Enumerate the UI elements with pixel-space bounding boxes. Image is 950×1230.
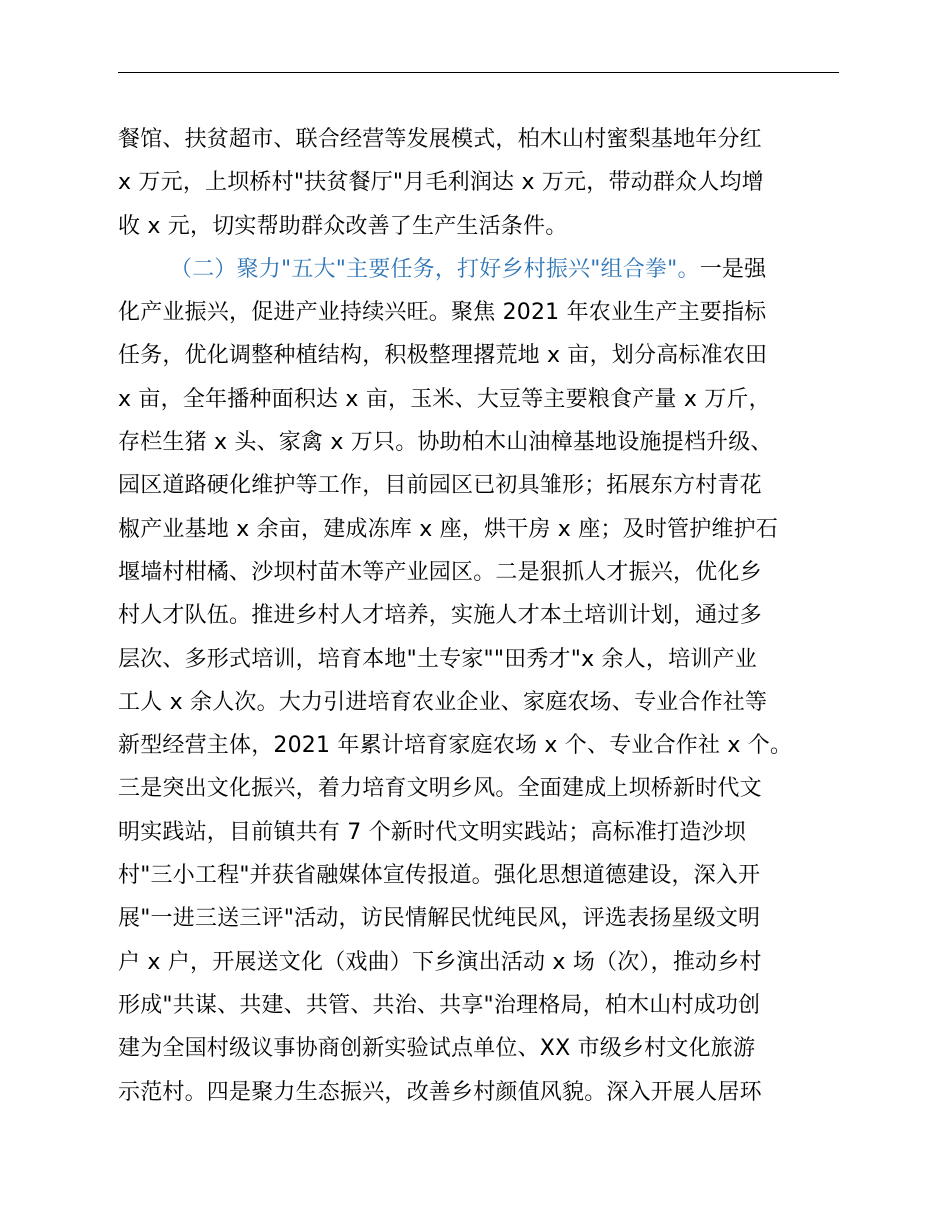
text-line: 工人 x 余人次。大力引进培育农业企业、家庭农场、专业合作社等 xyxy=(118,689,768,715)
text-line: 层次、多形式培训，培育本地"土专家""田秀才"x 余人，培训产业 xyxy=(118,646,757,672)
section-heading: （二）聚力"五大"主要任务，打好乡村振兴"组合拳"。 xyxy=(170,256,700,282)
document-body xyxy=(118,118,848,1114)
text-line: 餐馆、扶贫超市、联合经营等发展模式，柏木山村蜜梨基地年分红 xyxy=(118,127,762,152)
text-line: 收 x 元，切实帮助群众改善了生产生活条件。 xyxy=(118,213,568,239)
text-line: 椒产业基地 x 余亩，建成冻库 x 座，烘干房 x 座；及时管护维护石 xyxy=(118,516,779,542)
text-line: 建为全国村级议事协商创新实验试点单位、XX 市级乡村文化旅游 xyxy=(118,1036,756,1062)
text-line: 新型经营主体，2021 年累计培育家庭农场 x 个、专业合作社 x 个。 xyxy=(118,733,793,759)
text-line: x 万元，上坝桥村"扶贫餐厅"月毛利润达 x 万元，带动群众人均增 xyxy=(118,170,764,196)
text-line: 形成"共谋、共建、共管、共治、共享"治理格局，柏木山村成功创 xyxy=(118,992,761,1018)
text-line: 三是突出文化振兴，着力培育文明乡风。全面建成上坝桥新时代文 xyxy=(118,776,762,802)
paragraph-1 xyxy=(118,118,848,248)
text-line: 村"三小工程"并获省融媒体宣传报道。强化思想道德建设，深入开 xyxy=(118,863,761,889)
text-line: 园区道路硬化维护等工作，目前园区已初具雏形；拓展东方村青花 xyxy=(118,473,762,499)
text-line: 化产业振兴，促进产业持续兴旺。聚焦 2021 年农业生产主要指标 xyxy=(118,300,767,326)
paragraph-first-line xyxy=(118,248,848,291)
text-line: 户 x 户，开展送文化（戏曲）下乡演出活动 x 场（次），推动乡村 xyxy=(118,949,762,975)
text-line: 明实践站，目前镇共有 7 个新时代文明实践站；高标准打造沙坝 xyxy=(118,819,746,845)
header-rule xyxy=(118,72,839,73)
text-line: x 亩，全年播种面积达 x 亩，玉米、大豆等主要粮食产量 x 万斤， xyxy=(118,386,771,412)
paragraph-2 xyxy=(118,248,848,1114)
text-line: 任务，优化调整种植结构，积极整理撂荒地 x 亩，划分高标准农田 xyxy=(118,343,768,369)
text-line: 村人才队伍。推进乡村人才培养，实施人才本土培训计划，通过多 xyxy=(118,603,762,629)
text-line: 展"一进三送三评"活动，访民情解民忧纯民风，评选表扬星级文明 xyxy=(118,906,761,932)
text-fragment: 一是强 xyxy=(699,256,767,282)
text-line: 存栏生猪 x 头、家禽 x 万只。协助柏木山油樟基地设施提档升级、 xyxy=(118,430,773,456)
text-line: 堰墙村柑橘、沙坝村苗木等产业园区。二是狠抓人才振兴，优化乡 xyxy=(118,559,762,585)
text-line: 示范村。四是聚力生态振兴，改善乡村颜值风貌。深入开展人居环 xyxy=(118,1079,762,1105)
